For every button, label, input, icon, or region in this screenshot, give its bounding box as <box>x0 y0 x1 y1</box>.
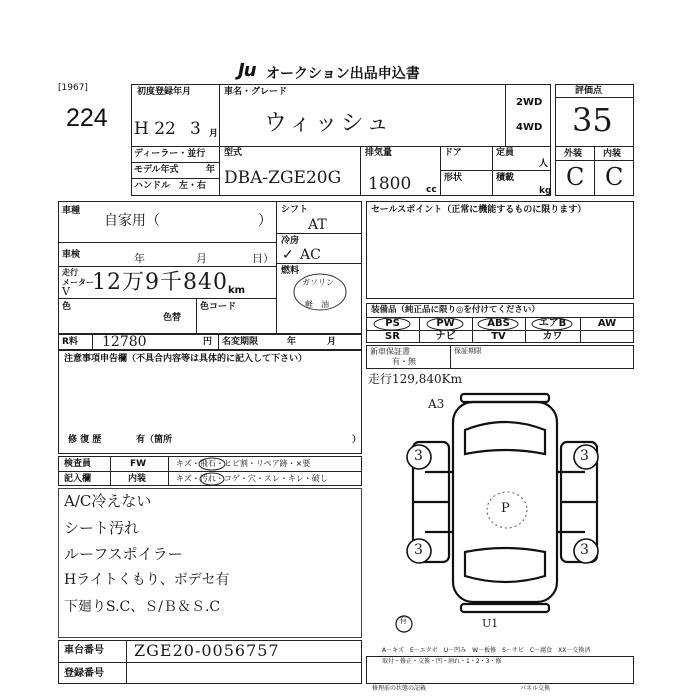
equip-abs: ABS <box>487 318 510 329</box>
warranty-label: 新車保証書 <box>370 347 410 356</box>
inspector-label: 検査員 <box>64 459 92 469</box>
ac-value: AC <box>300 247 321 263</box>
inspector-circles <box>168 456 362 486</box>
color-label: 色 <box>62 302 72 312</box>
equipment-circles <box>366 317 634 331</box>
door-label: ドア <box>444 148 462 158</box>
fuel-gasoline: ガソリン <box>302 278 334 287</box>
fuel-circle-mark <box>286 268 356 330</box>
fuel-label: 燃料 <box>281 266 300 276</box>
equip-tv: TV <box>491 331 506 342</box>
name-change-year: 年 <box>287 337 297 347</box>
notes-label: 注意事項申告欄（不具合内容等は具体的に記入して下さい） <box>64 354 308 364</box>
repair-history-close: ） <box>352 435 362 445</box>
inspection-day: 日） <box>252 252 274 265</box>
equip-pw: PW <box>436 318 455 329</box>
model-code-label: 型式 <box>224 148 243 158</box>
model-code-value: DBA-ZGE20G <box>224 168 342 188</box>
note-line-1: A/C冷えない <box>64 492 152 510</box>
car-name-label: 車名・グレード <box>224 87 288 97</box>
exterior-label: 外装 <box>564 149 583 159</box>
form-title: オークション出品申込書 <box>266 66 420 82</box>
warranty-yes-no: 有・無 <box>392 357 416 366</box>
capacity-unit: 人 <box>539 159 549 169</box>
mileage-unit: km <box>228 285 246 296</box>
repair-history-label: 修 復 歴 <box>68 435 102 445</box>
usage-label: 車種 <box>62 206 81 216</box>
score-value: 35 <box>572 101 613 139</box>
legend-box <box>366 656 634 684</box>
note-line-3: ルーフスポイラー <box>64 545 183 563</box>
interior-items: キズ・汚れ・コゲ・穴・スレ・キレ・破し <box>176 474 328 483</box>
spare-tire-mark: 有 <box>399 616 407 625</box>
inspection-label: 車検 <box>62 250 81 260</box>
shape-label: 形状 <box>444 173 463 183</box>
mileage-label-2: メーター <box>62 278 94 287</box>
fw-label: FW <box>130 459 147 469</box>
drive-2wd: 2WD <box>516 97 543 108</box>
fuel-diesel: 軽 油 <box>305 300 329 309</box>
car-name-value: ウィッシュ <box>264 110 393 136</box>
inspector-interior-label: 内装 <box>128 474 147 484</box>
usage-close-paren: ） <box>258 213 272 229</box>
score-label: 評価点 <box>575 86 603 96</box>
reg-number-label: 登録番号 <box>64 668 104 679</box>
displacement-value: 1800 <box>368 174 412 194</box>
first-registration-value: H 22 <box>134 119 176 139</box>
capacity-label: 定員 <box>496 148 515 158</box>
equip-ps: PS <box>385 318 400 329</box>
mark-3-fr: 3 <box>580 448 589 464</box>
lot-reference: [1967] <box>58 83 88 93</box>
drive-4wd: 4WD <box>516 122 543 133</box>
recycle-unit: 円 <box>203 337 213 347</box>
recycle-label: R料 <box>62 337 78 347</box>
name-change-label: 名変期限 <box>222 337 259 347</box>
notes-block <box>58 350 362 454</box>
model-year-unit: 年 <box>206 165 216 175</box>
mark-3-fl: 3 <box>414 448 423 464</box>
note-line-4: Hライトくもり、ボデセ有 <box>64 572 230 588</box>
mark-a3: A3 <box>428 397 445 411</box>
mark-3-rl: 3 <box>414 542 423 558</box>
ju-logo: Ju <box>238 60 256 81</box>
footer-note-1: 修理前の状態の記載 <box>372 685 427 692</box>
exterior-score: C <box>566 163 585 191</box>
lot-number: 224 <box>66 104 108 132</box>
model-year-label: モデル年式 <box>134 165 179 175</box>
equip-leather: カワ <box>542 331 563 342</box>
usage-value: 自家用（ <box>104 213 160 229</box>
dealer-label: ディーラー・並行 <box>134 149 206 159</box>
color-code-label: 色コード <box>200 302 237 312</box>
load-label: 積載 <box>496 173 515 183</box>
interior-score: C <box>605 163 624 191</box>
mark-p: P <box>501 501 510 516</box>
mileage-note: 走行129,840Km <box>368 372 462 386</box>
repair-history-value: 有（箇所 <box>136 435 173 445</box>
recycle-value: 12780 <box>102 334 147 350</box>
inspection-year: 年 <box>134 252 145 265</box>
equip-sr: SR <box>385 331 400 342</box>
shift-value: AT <box>308 217 327 233</box>
warranty-expiry-label: 保証期限 <box>454 347 482 355</box>
load-unit: kg <box>539 186 552 196</box>
mileage-value: 12万9千840 <box>92 270 228 295</box>
first-registration-month: 3 <box>190 119 201 139</box>
ac-label: 冷房 <box>281 236 300 246</box>
note-line-2: シート汚れ <box>64 519 140 537</box>
mileage-label-1: 走行 <box>62 268 78 277</box>
repaint-label: 色替 <box>163 313 182 323</box>
fw-items: キズ・飛石・ヒビ割・リペア跡・×要 <box>176 459 311 468</box>
chassis-label: 車台番号 <box>64 645 104 656</box>
footer-note-2: パネル交換 <box>520 685 551 692</box>
equipment-label: 装備品（純正品に限り◎を付けてください） <box>371 305 540 315</box>
shift-label: シフト <box>281 205 309 215</box>
handwritten-notes-area <box>58 488 362 638</box>
inspection-month: 月 <box>196 252 207 265</box>
damage-legend-2: 取付・修正・交換・凹・割れ・1・2・3・修 <box>382 658 502 665</box>
interior-label: 内装 <box>603 149 622 159</box>
chassis-number: ZGE20-0056757 <box>134 641 280 660</box>
mileage-prefix: V <box>62 285 70 298</box>
sales-point-label: セールスポイント（正常に機能するものに限ります） <box>371 205 587 215</box>
damage-legend-1: A－キズ E－エクボ U－凹み W－板修 S－サビ C－腐食 XX－交換済 <box>382 647 591 654</box>
handle-label: ハンドル 左・右 <box>134 181 207 191</box>
month-unit: 月 <box>209 129 219 139</box>
displacement-unit: cc <box>426 185 437 195</box>
ac-check: ✓ <box>282 247 294 263</box>
sales-point-box <box>366 201 634 299</box>
mark-u1: U1 <box>482 617 499 630</box>
equip-navi: ナビ <box>435 331 456 342</box>
equip-airbag: エアB <box>538 318 567 329</box>
mark-3-rr: 3 <box>580 542 589 558</box>
entry-label: 記入欄 <box>64 474 92 484</box>
equip-aw: AW <box>597 318 617 329</box>
name-change-month: 月 <box>327 337 337 347</box>
note-line-5: 下廻りS.C、Ｓ/Ｂ＆Ｓ.C <box>64 599 221 615</box>
displacement-label: 排気量 <box>365 148 393 158</box>
first-registration-label: 初度登録年月 <box>137 87 192 97</box>
